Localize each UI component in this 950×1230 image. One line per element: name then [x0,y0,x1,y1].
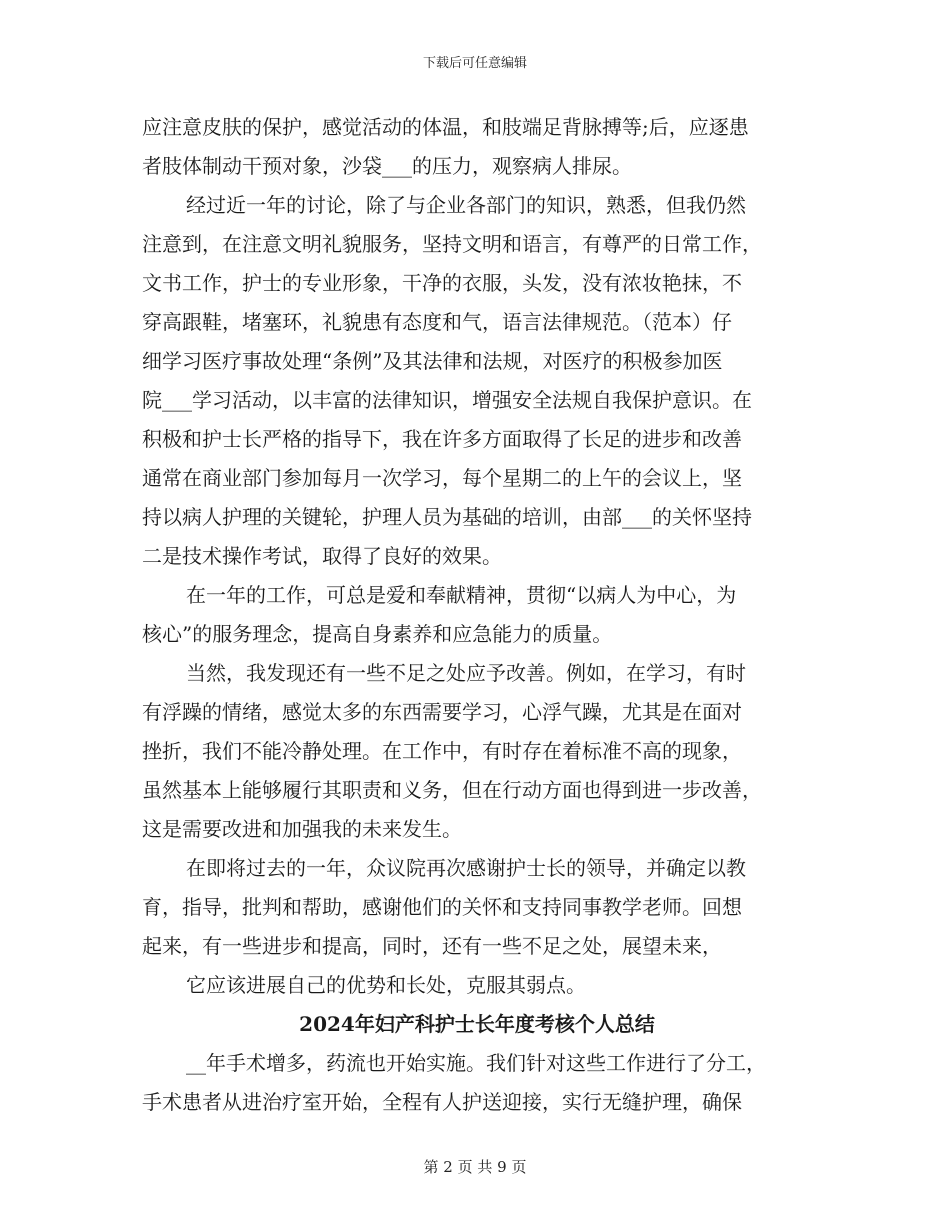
text-line: 挫折，我们不能冷静处理。在工作中，有时存在着标准不高的现象， [142,739,742,763]
text-line: 持以病人护理的关键轮，护理人员为基础的培训，由部___的关怀坚持 [142,505,752,529]
text-line: 院___学习活动，以丰富的法律知识，增强安全法规自我保护意识。在 [142,388,752,412]
text-line: 积极和护士长严格的指导下，我在许多方面取得了长足的进步和改善 [142,427,742,451]
text-line: 通常在商业部门参加每月一次学习，每个星期二的上午的会议上，坚 [142,466,742,490]
text-line: 应注意皮肤的保护，感觉活动的体温，和肢端足背脉搏等;后，应逐患 [142,115,749,139]
document-body [142,108,812,1122]
text-line: 穿高跟鞋，堵塞环，礼貌患有态度和气，语言法律规范。（范本）仔 [142,310,732,334]
page-header: 下载后可任意编辑 [422,56,527,71]
text-line: 育，指导，批判和帮助，感谢他们的关怀和支持同事教学老师。回想 [142,895,742,919]
text-line: 文书工作，护士的专业形象，干净的衣服，头发，没有浓妆艳抹，不 [142,271,742,295]
text-line: 虽然基本上能够履行其职责和义务，但在行动方面也得到进一步改善， [142,778,762,802]
page-footer: 第 2 页 共 9 页 [423,1158,527,1176]
text-line: 经过近一年的讨论，除了与企业各部门的知识，熟悉，但我仍然 [186,193,746,217]
text-line: 在一年的工作，可总是爱和奉献精神，贯彻“以病人为中心，为 [186,583,737,607]
text-line: 它应该进展自己的优势和长处，克服其弱点。 [186,973,586,997]
text-line: 核心”的服务理念，提高自身素养和应急能力的质量。 [142,622,613,646]
text-line: 者肢体制动干预对象，沙袋___的压力，观察病人排尿。 [142,154,632,178]
text-line: 当然，我发现还有一些不足之处应予改善。例如，在学习，有时 [186,661,746,685]
text-line: 二是技术操作考试，取得了良好的效果。 [142,544,502,568]
text-line: 这是需要改进和加强我的未来发生。 [142,817,462,841]
section-title: 2024年妇产科护士长年度考核个人总结 [299,1012,655,1036]
text-line: 有浮躁的情绪，感觉太多的东西需要学习，心浮气躁，尤其是在面对 [142,700,742,724]
text-line: 起来，有一些进步和提高，同时，还有一些不足之处，展望未来， [142,934,722,958]
text-line: 在即将过去的一年，众议院再次感谢护士长的领导，并确定以教 [186,856,746,880]
text-line: __年手术增多，药流也开始实施。我们针对这些工作进行了分工， [186,1051,766,1075]
text-line: 注意到，在注意文明礼貌服务，坚持文明和语言，有尊严的日常工作， [142,232,762,256]
text-line: 细学习医疗事故处理“条例”及其法律和法规，对医疗的积极参加医 [142,349,723,373]
text-line: 手术患者从进治疗室开始，全程有人护送迎接，实行无缝护理，确保 [142,1090,742,1114]
